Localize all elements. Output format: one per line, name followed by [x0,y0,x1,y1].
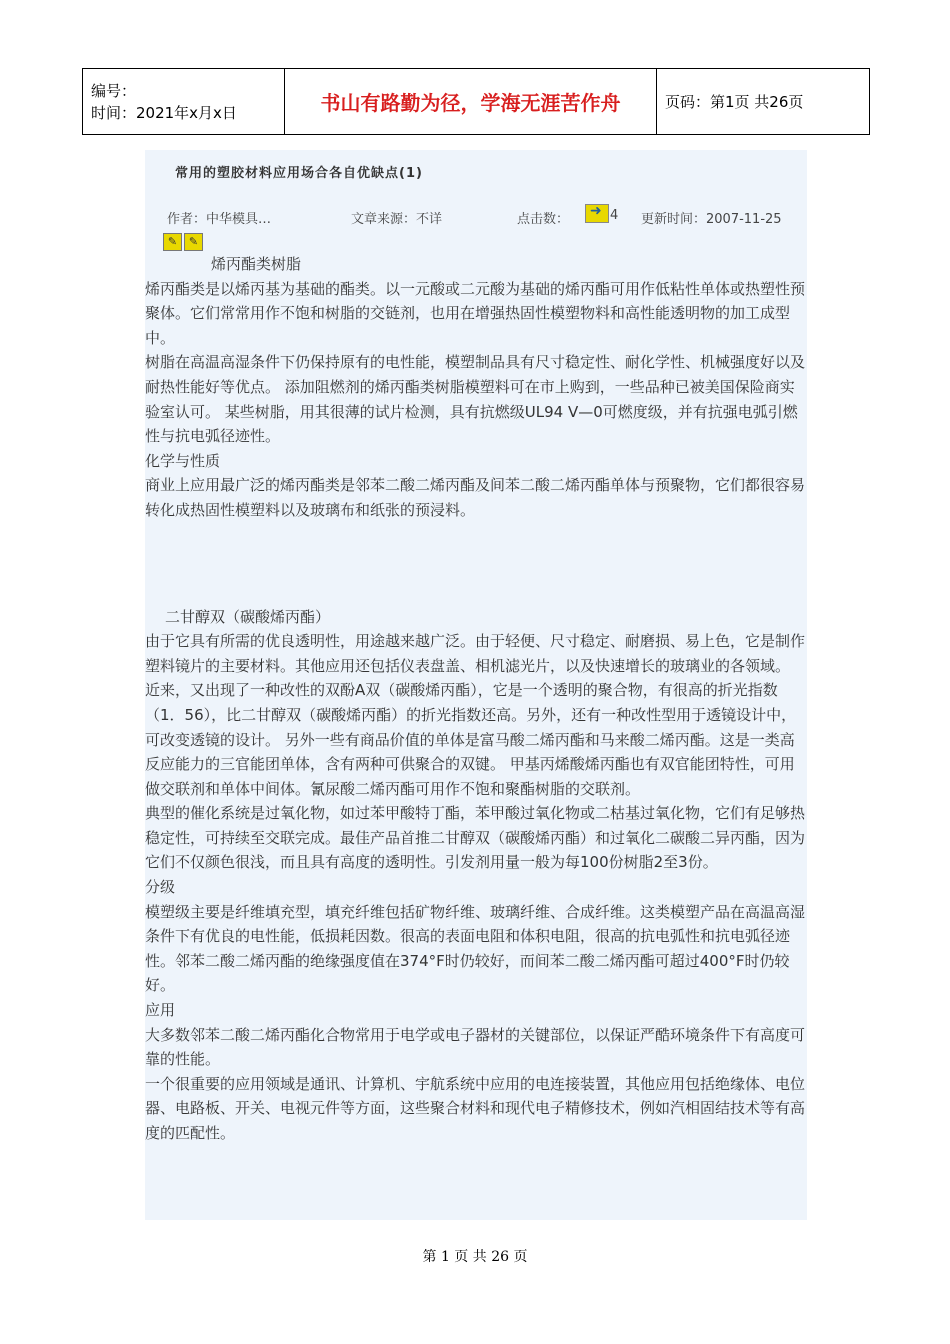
header-left-cell [83,69,285,135]
code-label: 编号： [91,81,137,100]
paragraph: 分级 [145,878,176,897]
header-table [82,68,870,135]
paragraph: 模塑级主要是纤维填充型，填充纤维包括矿物纤维、玻璃纤维、合成纤维。这类模塑产品在高温高湿条件下有优良的电性能，低损耗因数。很高的表面电阻和体积电阻，很高的抗电弧性和抗电弧径迹性。邻苯二酸二烯丙酯的绝缘强度值在374°F时仍较好，而间苯二酸二烯丙酯可超过400°F时仍较好。 [145,902,806,995]
hits-label: 点击数： [517,212,570,227]
time-label: 时间：2021年x月x日 [91,103,237,122]
paragraph: 应用 [145,1001,176,1020]
action-icons [163,230,205,251]
paragraph: 化学与性质 [145,451,221,470]
paragraph: 典型的催化系统是过氧化物，如过苯甲酸特丁酯，苯甲酸过氧化物或二枯基过氧化物，它们有足够热稳定性，可持续至交联完成。最佳产品首推二甘醇双（碳酸烯丙酯）和过氧化二碳酸二异丙酯，因为它们不仅颜色很浅，而且具有高度的透明性。引发剂用量一般为每100份树脂2至3份。 [145,804,806,872]
paragraph: 烯丙酯类是以烯丙基为基础的酯类。以一元酸或二元酸为基础的烯丙酯可用作低粘性单体或热塑性预聚体。它们常常用作不饱和树脂的交链剂，也用在增强热固性模塑物料和高性能透明物的加工成型中。 [145,279,806,347]
source: 文章来源：不详 [351,212,443,227]
article-title: 常用的塑胶材料应用场合各自优缺点(1) [175,166,423,181]
article [145,150,807,1220]
paragraph: 烯丙酯类树脂 [211,255,302,273]
hit-arrow-icon [585,204,609,223]
hits-value: 4 [610,208,619,223]
page-info: 页码：第1页 共26页 [657,69,870,135]
author: 作者：中华模具… [167,212,272,227]
edit-icon[interactable]: ✎ [184,233,203,251]
paragraph: 由于它具有所需的优良透明性，用途越来越广泛。由于轻便、尺寸稳定、耐磨损、易上色，它是制作塑料镜片的主要材料。其他应用还包括仪表盘盖、相机滤光片，以及快速增长的玻璃业的各领域。 [145,632,806,675]
paragraph-spacer [145,523,805,605]
paragraph: 大多数邻苯二酸二烯丙酯化合物常用于电学或电子器材的关键部位，以保证严酷环境条件下有高度可靠的性能。 [145,1025,806,1069]
paragraph: 近来，又出现了一种改性的双酚A双（碳酸烯丙酯），它是一个透明的聚合物，有很高的折光指数（1．56），比二甘醇双（碳酸烯丙酯）的折光指数还高。另外，还有一种改性型用于透镜设计中，可改变透镜的设计。 另外一些有商品价值的单体是富马酸二烯丙酯和马来酸二烯丙酯。这是一类高反应能力的三官能团单体，含有两种可供聚合的双键。 甲基丙烯酸烯丙酯也有双官能团特性，可用做交联剂和单体中间体。氰尿酸二烯丙酯可用作不饱和聚酯树脂的交联剂。 [145,681,797,798]
paragraph: 二甘醇双（碳酸烯丙酯） [165,607,331,626]
motto: 书山有路勤为径，学海无涯苦作舟 [285,69,657,135]
article-body [145,252,805,1146]
updated: 更新时间：2007-11-25 [641,212,782,227]
paragraph: 树脂在高温高湿条件下仍保持原有的电性能，模塑制品具有尺寸稳定性、耐化学性、机械强度好以及耐热性能好等优点。 添加阻燃剂的烯丙酯类树脂模塑料可在市上购到，一些品种已被美国保险商实验室认可。 某些树脂，用其很薄的试片检测，具有抗燃级UL94 V—0可燃度级，并有抗强电弧引燃性与抗电弧径迹性。 [145,353,806,446]
paragraph: 商业上应用最广泛的烯丙酯类是邻苯二酸二烯丙酯及间苯二酸二烯丙酯单体与预聚物，它们都很容易转化成热固性模塑料以及玻璃布和纸张的预浸料。 [145,476,806,519]
page-footer: 第 1 页 共 26 页 [422,1249,528,1265]
print-icon[interactable]: ✎ [163,233,182,251]
paragraph: 一个很重要的应用领域是通讯、计算机、宇航系统中应用的电连接装置，其他应用包括绝缘体、电位器、电路板、开关、电视元件等方面，这些聚合材料和现代电子精修技术，例如汽相固结技术等有高度的匹配性。 [145,1074,806,1142]
